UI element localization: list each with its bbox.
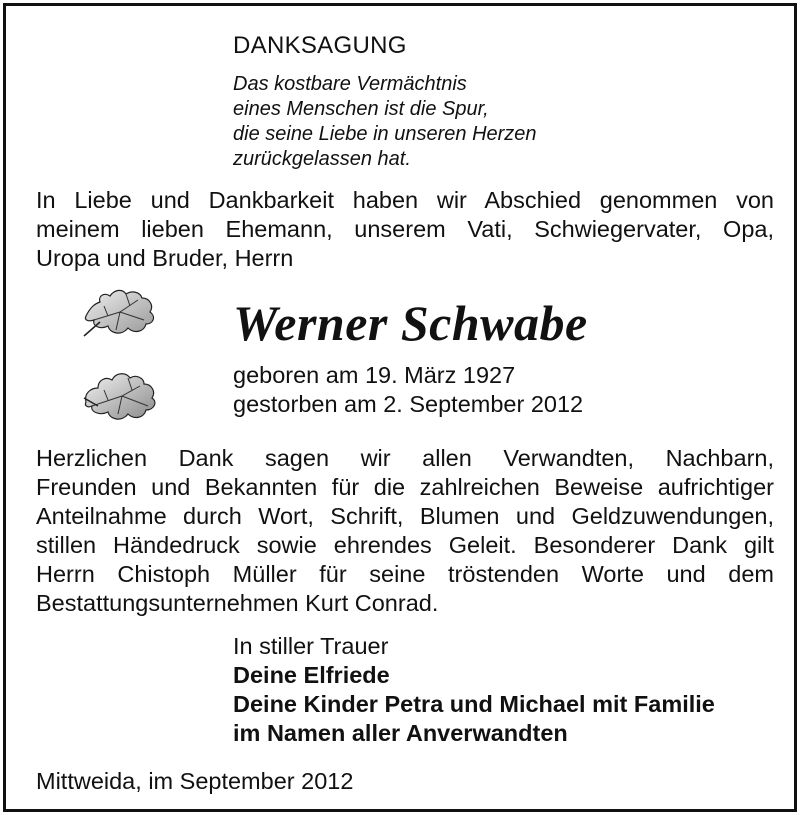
thanks-line: Herzlichen Dank sagen wir allen Verwandten, Nachbarn, [36, 445, 774, 471]
thanks-line: Anteilnahme durch Wort, Schrift, Blumen und Geldzuwendungen, [36, 503, 774, 529]
leaf-icon [78, 368, 162, 424]
memorial-quote [233, 72, 537, 172]
thanks-line: Herrn Chistoph Müller für seine tröstenden Worte und dem [36, 561, 774, 587]
signature-line: im Namen aller Anverwandten [233, 720, 568, 746]
quote-line: die seine Liebe in unseren Herzen [233, 123, 537, 145]
obituary-notice [3, 3, 797, 812]
birth-date: geboren am 19. März 1927 [233, 362, 516, 388]
life-dates [233, 361, 583, 419]
intro-paragraph [36, 186, 774, 273]
deceased-name: Werner Schwabe [233, 295, 588, 351]
thanks-line: stillen Händedruck sowie ehrendes Geleit. Besonderer Dank gilt [36, 532, 774, 558]
thanks-line: Bestattungsunternehmen Kurt Conrad. [36, 590, 439, 616]
quote-line: Das kostbare Vermächtnis [233, 73, 467, 95]
intro-line: In Liebe und Dankbarkeit haben wir Abschied genommen von [36, 187, 774, 213]
thanks-paragraph [36, 444, 774, 618]
notice-heading: DANKSAGUNG [233, 32, 407, 59]
signature-line: Deine Kinder Petra und Michael mit Familie [233, 691, 715, 717]
signature-line: Deine Elfriede [233, 662, 390, 688]
quote-line: zurückgelassen hat. [233, 148, 411, 170]
intro-line: meinem lieben Ehemann, unserem Vati, Schwiegervater, Opa, [36, 216, 774, 242]
closing-block [233, 632, 715, 748]
death-date: gestorben am 2. September 2012 [233, 391, 584, 417]
thanks-line: Freunden und Bekannten für die zahlreichen Beweise aufrichtiger [36, 474, 774, 500]
closing-intro: In stiller Trauer [233, 633, 389, 659]
quote-line: eines Menschen ist die Spur, [233, 98, 489, 120]
leaf-icon [80, 286, 158, 342]
place-date: Mittweida, im September 2012 [36, 768, 354, 794]
intro-line: Uropa und Bruder, Herrn [36, 245, 294, 271]
